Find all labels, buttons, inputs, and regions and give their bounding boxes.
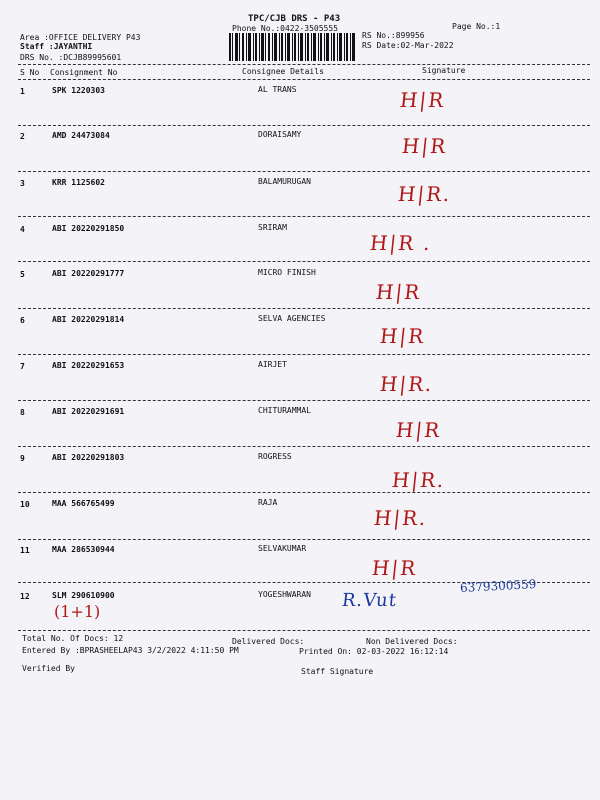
row-consignee: SRIRAM — [258, 223, 287, 232]
row-consignee: MICRO FINISH — [258, 268, 316, 277]
row-sno: 2 — [20, 132, 25, 141]
row-consignee: ROGRESS — [258, 452, 292, 461]
handwritten-count-note: (1+1) — [54, 602, 101, 621]
row-consignee: SELVAKUMAR — [258, 544, 307, 553]
row-signature: H|R. — [372, 506, 429, 530]
printed-on: Printed On: 02-03-2022 16:12:14 — [299, 647, 449, 656]
row-divider — [18, 308, 590, 309]
row-signature: H|R — [378, 324, 427, 348]
row-signature: H|R — [398, 88, 447, 112]
row-consignment: MAA 286530944 — [52, 545, 115, 554]
row-consignee: AIRJET — [258, 360, 287, 369]
area-field: Area :OFFICE DELIVERY P43 — [20, 33, 141, 42]
row-consignee: CHITURAMMAL — [258, 406, 311, 415]
row-signature: H|R. — [378, 372, 435, 396]
row-sno: 4 — [20, 225, 25, 234]
row-sno: 10 — [20, 500, 30, 509]
row-sno: 3 — [20, 179, 25, 188]
header-divider-top — [18, 64, 590, 65]
row-sno: 7 — [20, 362, 25, 371]
row-sno: 1 — [20, 87, 25, 96]
row-divider — [18, 216, 590, 217]
row-consignment: MAA 566765499 — [52, 499, 115, 508]
row-divider — [18, 354, 590, 355]
entered-by: Entered By :BPRASHEELAP43 3/2/2022 4:11:50 PM — [22, 646, 239, 655]
staff-field: Staff :JAYANTHI — [20, 42, 93, 51]
row-consignment: ABI 20220291691 — [52, 407, 125, 416]
row-signature: H|R — [370, 556, 419, 580]
row-consignee: SELVA AGENCIES — [258, 314, 326, 323]
row-divider — [18, 400, 590, 401]
row-sno: 11 — [20, 546, 30, 555]
row-consignment: SLM 290610900 — [52, 591, 115, 600]
row-consignment: ABI 20220291777 — [52, 269, 125, 278]
row-consignee: YOGESHWARAN — [258, 590, 311, 599]
row-signature: H|R. — [390, 468, 447, 492]
row-signature: H|R . — [368, 231, 434, 255]
row-sno: 5 — [20, 270, 25, 279]
row-sno: 9 — [20, 454, 25, 463]
row-divider — [18, 492, 590, 493]
row-divider — [18, 261, 590, 262]
drs-number: DRS No. :DCJB89995601 — [20, 53, 122, 62]
verified-by: Verified By — [22, 664, 75, 673]
row-consignment: KRR 1125602 — [52, 178, 105, 187]
col-signature-header: Signature — [422, 66, 466, 75]
row-divider — [18, 446, 590, 447]
page-number: Page No.:1 — [452, 22, 501, 31]
row-consignment: ABI 20220291814 — [52, 315, 125, 324]
row-consignment: ABI 20220291803 — [52, 453, 125, 462]
footer-divider — [18, 630, 590, 631]
col-sno-header: S No — [20, 68, 40, 77]
row-consignment: SPK 1220303 — [52, 86, 105, 95]
row-signature: H|R — [394, 418, 443, 442]
rs-number: RS No.:899956 — [362, 31, 425, 40]
row-consignment: AMD 24473084 — [52, 131, 110, 140]
col-consignment-header: Consignment No — [50, 68, 118, 77]
non-delivered-docs: Non Delivered Docs: — [366, 637, 458, 646]
row-consignment: ABI 20220291653 — [52, 361, 125, 370]
row-signature: H|R — [374, 280, 423, 304]
row-signature: H|R. — [396, 182, 453, 206]
staff-signature: Staff Signature — [301, 667, 374, 676]
row-consignee: DORAISAMY — [258, 130, 302, 139]
phone-number: Phone No.:0422-3505555 — [232, 24, 338, 33]
row-divider — [18, 171, 590, 172]
total-docs: Total No. Of Docs: 12 — [22, 634, 124, 643]
document-title: TPC/CJB DRS - P43 — [248, 14, 341, 24]
handwritten-phone-note: 6379300559 — [459, 577, 537, 595]
row-consignment: ABI 20220291850 — [52, 224, 125, 233]
delivered-docs: Delivered Docs: — [232, 637, 305, 646]
row-sno: 12 — [20, 592, 30, 601]
row-divider — [18, 539, 590, 540]
col-consignee-header: Consignee Details — [242, 67, 324, 76]
row-consignee: RAJA — [258, 498, 278, 507]
row-sno: 6 — [20, 316, 25, 325]
row-signature: H|R — [400, 134, 449, 158]
header-divider-bottom — [18, 79, 590, 80]
row-consignee: AL TRANS — [258, 85, 297, 94]
row-sno: 8 — [20, 408, 25, 417]
rs-date: RS Date:02-Mar-2022 — [362, 41, 454, 50]
row-signature: R.Vut — [340, 590, 399, 611]
barcode-image — [229, 33, 355, 61]
row-consignee: BALAMURUGAN — [258, 177, 311, 186]
row-divider — [18, 125, 590, 126]
